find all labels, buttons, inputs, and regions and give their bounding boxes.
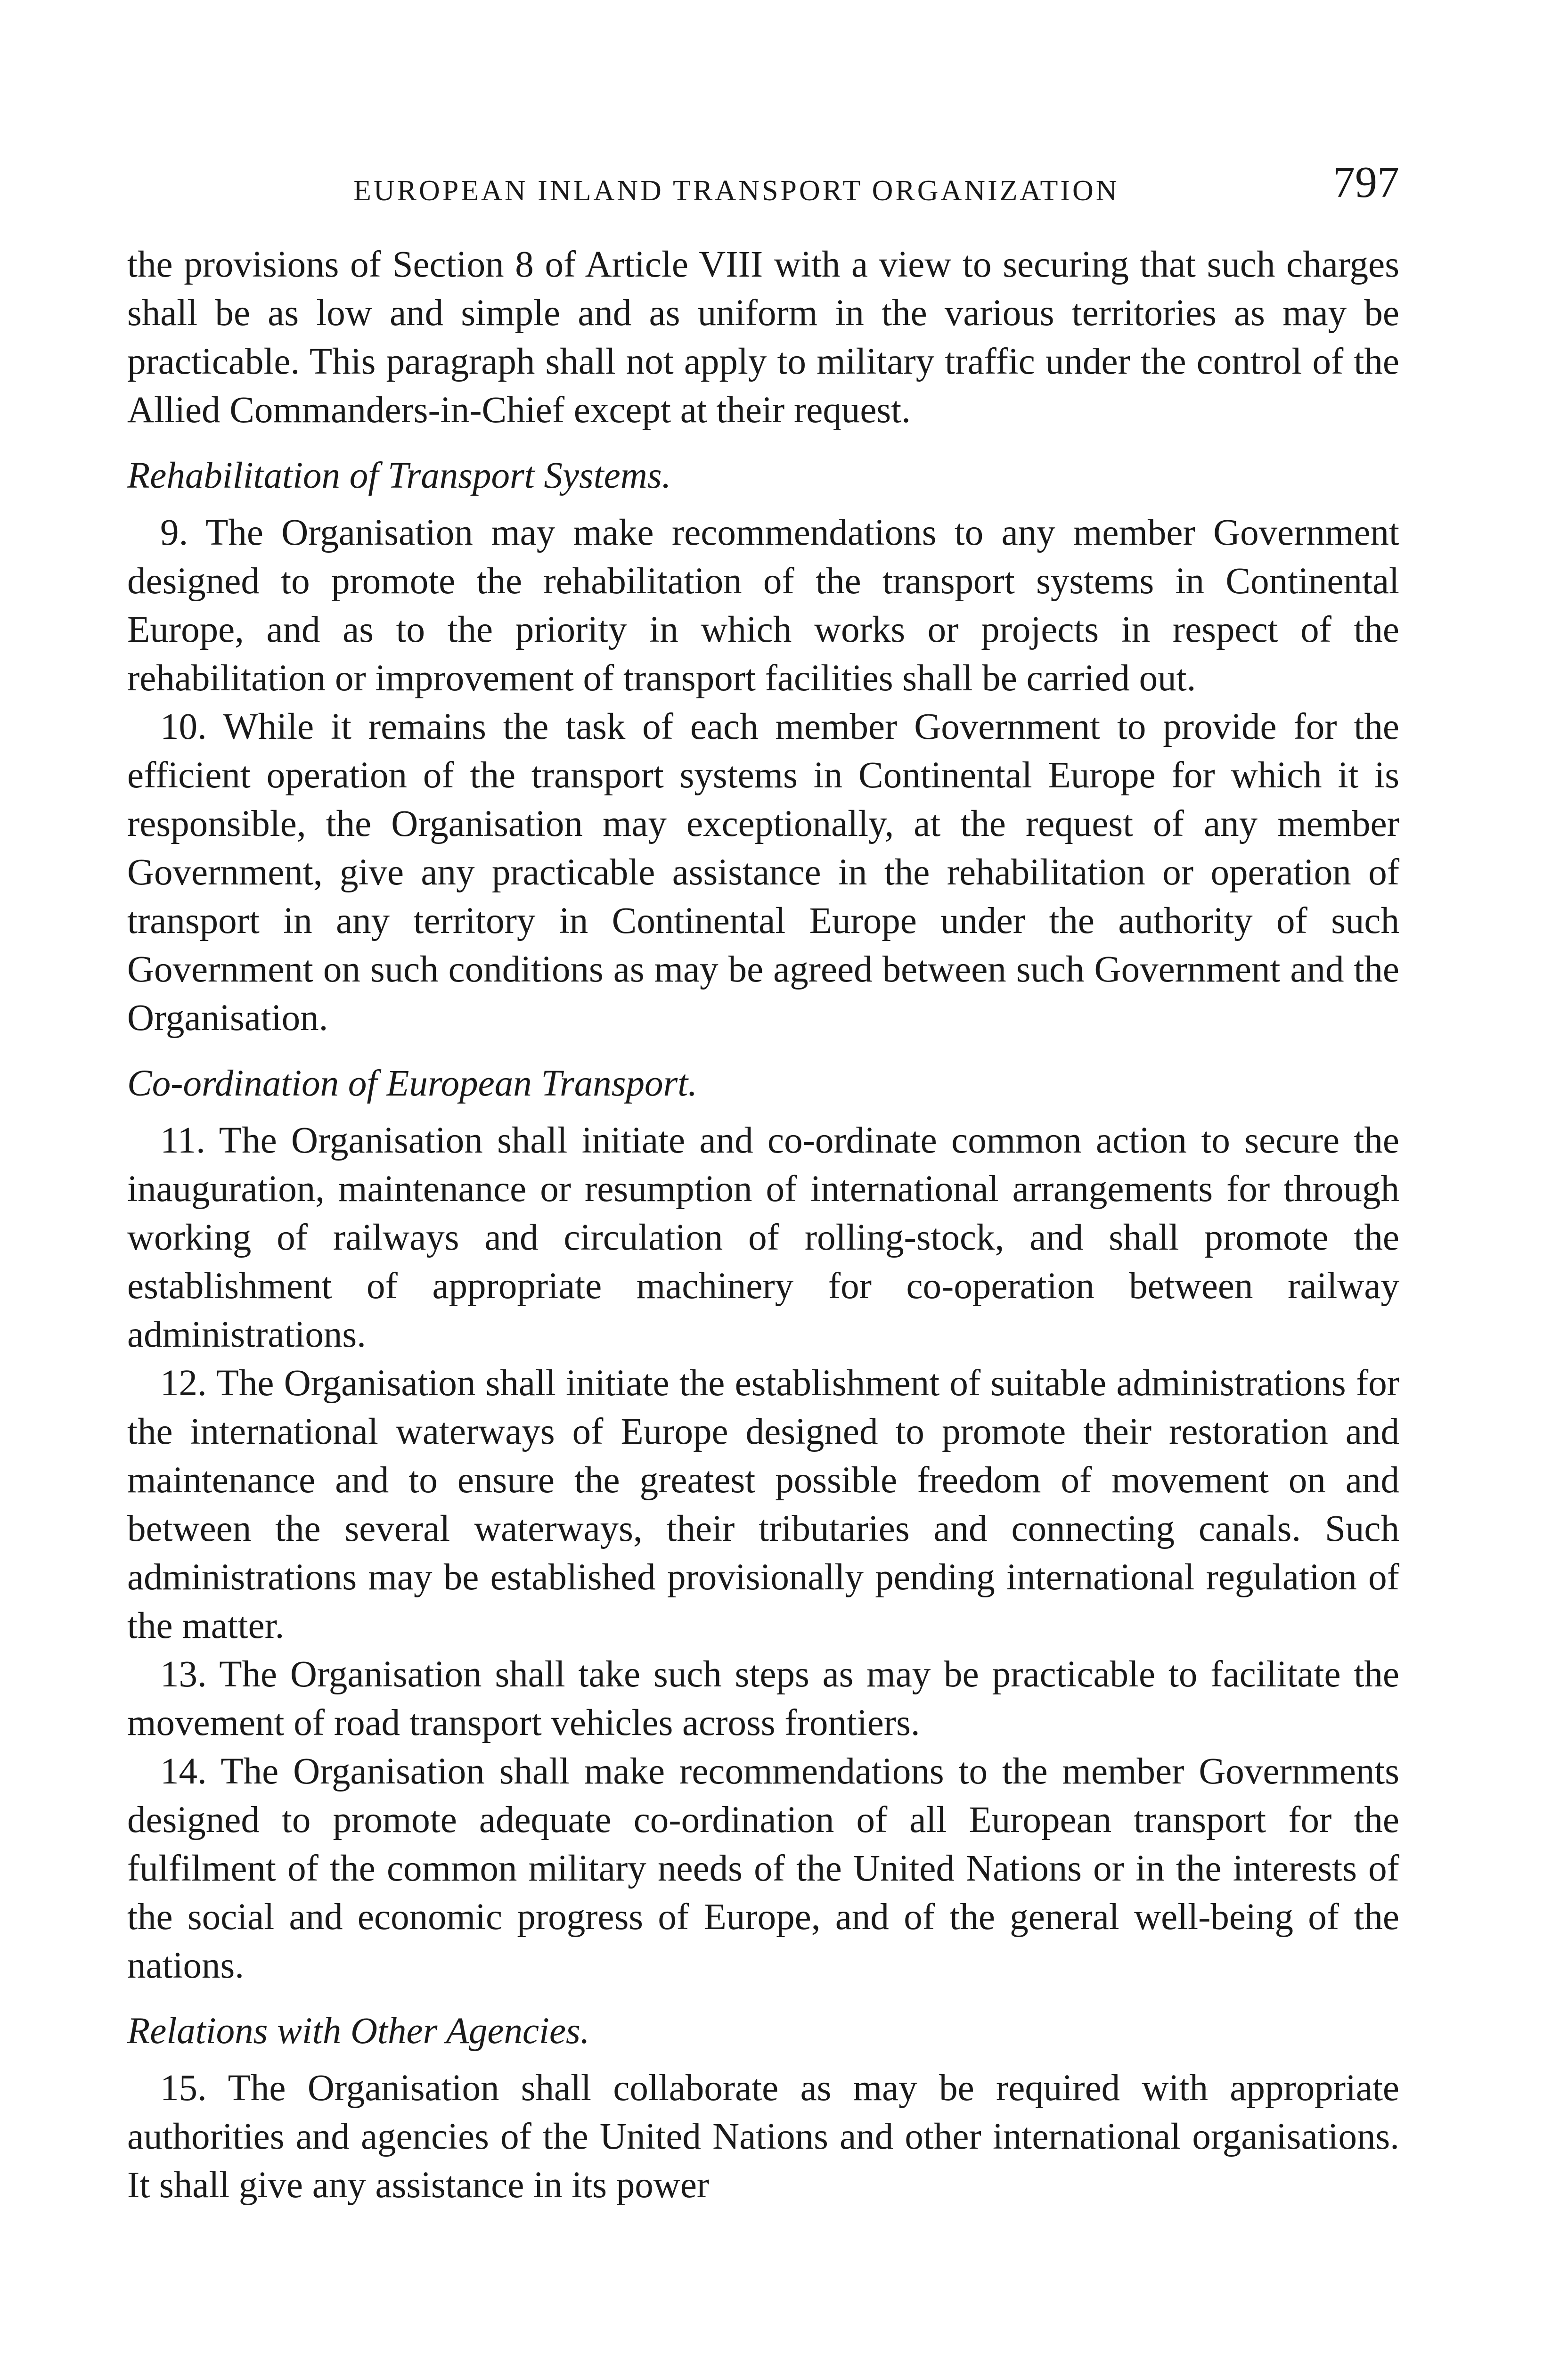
paragraph-12: 12. The Organisation shall initiate the establishment of suitable administrations for the international waterways of Europe designed to promote their restoration and maintenance and to ensure the greatest possible freedom of movement on and between the several waterways, their tributaries and connecting canals. Such administrations may be established provisionally pending international regulation of the matter.	[127, 1363, 1399, 1646]
body-text	[127, 240, 1399, 2209]
running-title: EUROPEAN INLAND TRANSPORT ORGANIZATION	[353, 175, 1119, 207]
page-number: 797	[1333, 158, 1399, 207]
section-heading-rehabilitation: Rehabilitation of Transport Systems.	[127, 455, 671, 496]
paragraph-13: 13. The Organisation shall take such steps as may be practicable to facilitate the movement of road transport vehicles across frontiers.	[127, 1654, 1399, 1743]
paragraph-14: 14. The Organisation shall make recommendations to the member Governments designed to promote adequate co-ordination of all European transport for the fulfilment of the common military needs of the United Nations or in the interests of the social and economic progress of Europe, and of the general well-being of the nations.	[127, 1751, 1399, 1986]
paragraph-continuation: the provisions of Section 8 of Article VIII with a view to securing that such charges shall be as low and simple and as uniform in the various territories as may be practicable. This paragraph shall not apply to military traffic under the control of the Allied Commanders-in-Chief except at their request.	[127, 244, 1399, 431]
paragraph-11: 11. The Organisation shall initiate and co-ordinate common action to secure the inauguration, maintenance or resumption of international arrangements for through working of railways and circulation of rolling-stock, and shall promote the establishment of appropriate machinery for co-operation between railway administrations.	[127, 1120, 1399, 1355]
paragraph-15: 15. The Organisation shall collaborate as may be required with appropriate authorities and agencies of the United Nations and other international organisations. It shall give any assistance in its power	[127, 2068, 1399, 2206]
section-heading-coordination: Co-ordination of European Transport.	[127, 1063, 697, 1104]
document-page	[127, 160, 1399, 2209]
paragraph-10: 10. While it remains the task of each member Government to provide for the efficient operation of the transport systems in Continental Europe for which it is responsible, the Organisation may exceptionally, at the request of any member Government, give any practicable assistance in the rehabilitation or operation of transport in any territory in Continental Europe under the authority of such Government on such conditions as may be agreed between such Government and the Organisation.	[127, 706, 1399, 1039]
section-heading-relations: Relations with Other Agencies.	[127, 2011, 590, 2052]
paragraph-9: 9. The Organisation may make recommendations to any member Government designed to promote the rehabilitation of the transport systems in Continental Europe, and as to the priority in which works or projects in respect of the rehabilitation or improvement of transport facilities shall be carried out.	[127, 512, 1399, 699]
running-header	[127, 160, 1399, 212]
